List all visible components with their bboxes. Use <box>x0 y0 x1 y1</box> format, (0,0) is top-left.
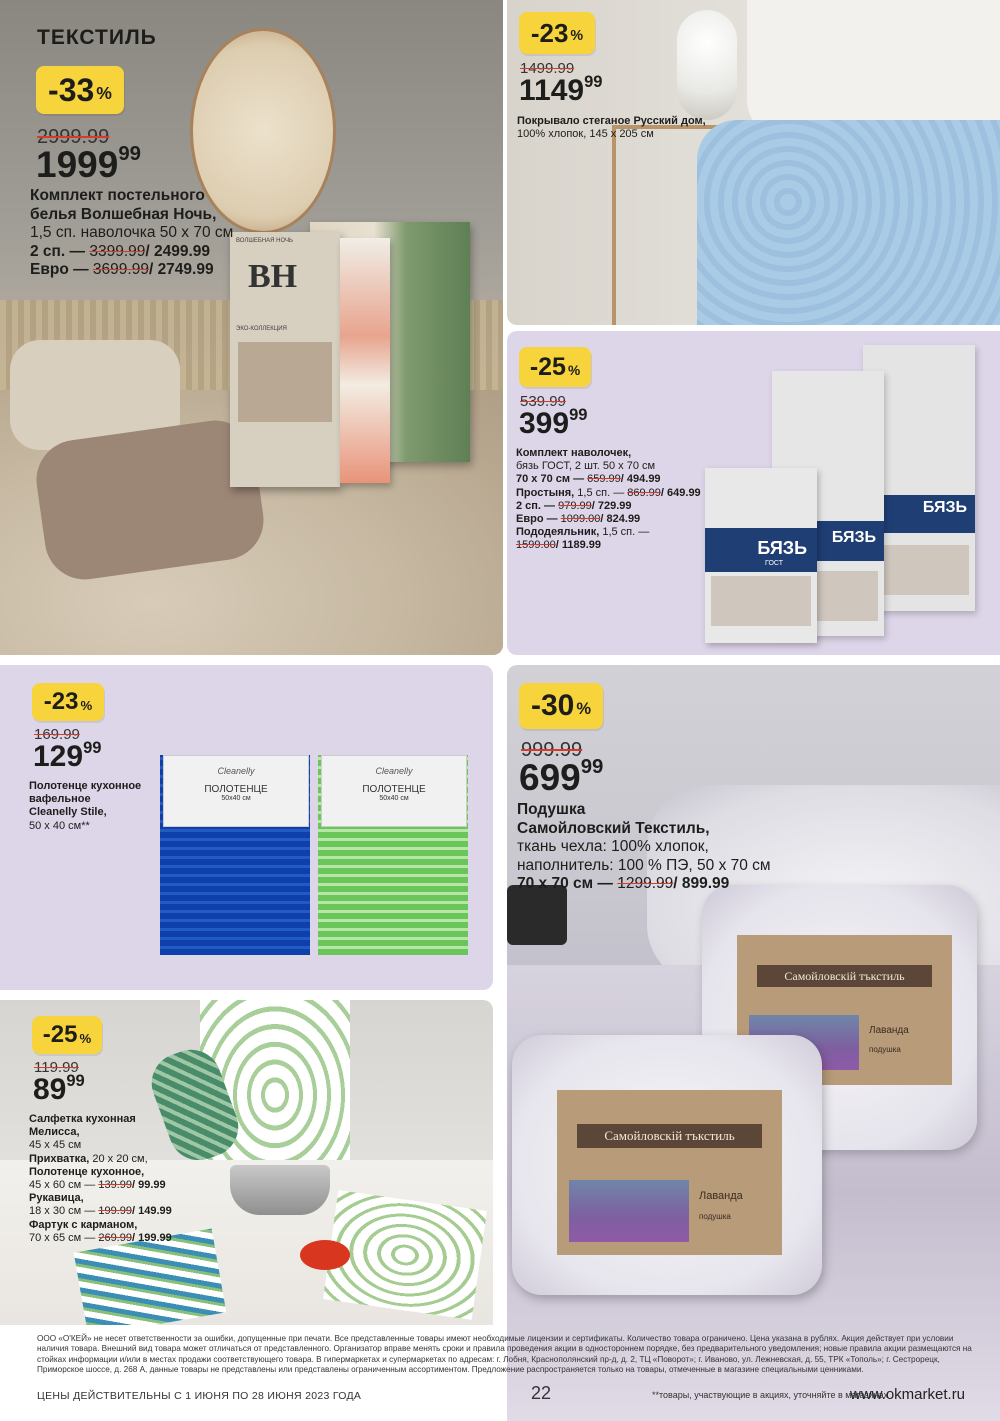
label-type: подушка <box>869 1045 901 1054</box>
floral-sleeve-image <box>340 238 390 483</box>
price-decimal: 99 <box>580 756 604 778</box>
product-card-bedspread[interactable] <box>507 0 1000 325</box>
price-line: 70 х 70 см — 1299.99/ 899.99 <box>517 875 730 893</box>
price-line: 2 сп. — 979.99/ 729.99 <box>516 499 632 512</box>
price-line: 2 сп. — 3399.99/ 2499.99 <box>30 242 211 260</box>
price-line: 45 х 60 см — 139.99/ 99.99 <box>29 1178 166 1191</box>
tag-size: 50x40 см <box>221 795 251 802</box>
label-brand: Самойловскiй тъкстиль <box>577 1124 762 1148</box>
price-integer: 1149 <box>519 74 585 107</box>
towel-tag <box>163 755 309 827</box>
product-description <box>516 447 701 553</box>
price-integer: 129 <box>33 740 84 773</box>
old-price: 169.99 <box>34 726 80 743</box>
section-title: ТЕКСТИЛЬ <box>37 26 157 49</box>
old-price: 1499.99 <box>520 60 575 77</box>
website-link[interactable]: www.okmarket.ru <box>850 1386 966 1403</box>
discount-value: -23 <box>530 17 569 48</box>
spec-line: 50 х 40 см** <box>29 819 90 832</box>
discount-percent: % <box>576 699 592 718</box>
spec-line: 1,5 сп. наволочка 50 х 70 см <box>30 224 234 242</box>
discount-value: -30 <box>530 689 575 722</box>
product-name: Покрывало стеганое Русский дом, <box>517 115 706 127</box>
pillow-label <box>557 1090 782 1255</box>
product-description <box>517 115 706 141</box>
legal-disclaimer: ООО «О'КЕЙ» не несет ответственности за ошибки, допущенные при печати. Все представленные товары имеют необходимые лицензии и сертификаты. Количество товара ограничено. Цена указана в рублях. Акция действует при условии наличия товара. Внешний вид товара может отличаться от представленного. Организатор вправе менять сроки и правила проведения акции в одностороннем порядке, без предварительного уведомления; новые правила акции размещаются на стойках информации и/или в местах продажи соответствующего товара. В гипермаркетах и супермаркетах по адресам: г. Лобня, Краснополянский пр-д, д. 2, ТЦ «Поворот»; г. Иваново, ул. Лежневская, д. 55, ТРК «Тополь»; г. Сестрорецк, Приморское шоссе, д. 268 А, данные товары не представлены или представлены ограниченным ассортиментом. Предложение распространяется только на товары, отмеченные в магазине специальными ценниками. <box>37 1334 972 1374</box>
box-brand-logo: BH <box>248 258 298 295</box>
footnote: **товары, участвующие в акциях, уточняйте в магазинах <box>652 1390 889 1400</box>
discount-percent: % <box>79 1030 92 1046</box>
spec-line: 100% хлопок, 145 х 205 см <box>517 128 654 141</box>
discount-badge <box>519 12 595 54</box>
pillow-image <box>747 0 1000 140</box>
page-number: 22 <box>531 1383 552 1403</box>
product-card-pillowcases[interactable] <box>507 331 1000 655</box>
phone-image <box>507 885 567 945</box>
product-description <box>517 801 771 894</box>
current-price <box>519 756 604 798</box>
label-brand: Самойловскiй тъкстиль <box>757 965 932 987</box>
tag-brand: Cleanelly <box>375 766 413 776</box>
price-line: Пододеяльник, 1,5 сп. — <box>516 526 650 539</box>
spec-line: 45 х 45 см <box>29 1139 82 1152</box>
old-price: 2999.99 <box>37 126 110 148</box>
discount-badge <box>32 1016 102 1054</box>
current-price <box>33 739 102 773</box>
discount-badge <box>519 347 591 387</box>
product-card-kitchen-set[interactable] <box>0 1000 493 1325</box>
label-photo <box>569 1180 689 1242</box>
price-line: Евро — 1099.00/ 824.99 <box>516 512 641 525</box>
discount-badge <box>32 683 104 721</box>
product-description <box>29 1113 172 1245</box>
product-name: Подушка Самойловский Текстиль, <box>517 801 710 837</box>
product-box-image <box>230 232 340 487</box>
product-card-kitchen-towels[interactable] <box>0 665 493 990</box>
price-decimal: 99 <box>118 143 141 165</box>
price-line: Простыня, 1,5 сп. — 869.99/ 649.99 <box>516 486 701 499</box>
price-integer: 699 <box>519 757 581 798</box>
tag-word: ПОЛОТЕНЦЕ <box>204 784 268 795</box>
price-line: 70 х 70 см — 659.99/ 494.99 <box>516 473 661 486</box>
label-collection: Лаванда <box>699 1190 743 1202</box>
tag-word: ПОЛОТЕНЦЕ <box>362 784 426 795</box>
discount-percent: % <box>570 28 584 44</box>
discount-value: -25 <box>529 352 566 381</box>
price-integer: 89 <box>33 1073 67 1106</box>
label-collection: Лаванда <box>869 1025 909 1036</box>
discount-percent: % <box>567 362 581 378</box>
product-card-bed-linen[interactable] <box>0 0 503 655</box>
current-price <box>36 143 141 185</box>
price-line: 1599.00/ 1189.99 <box>516 539 602 552</box>
tag-brand: Cleanelly <box>217 766 255 776</box>
spec-line: наполнитель: 100 % ПЭ, 50 х 70 см <box>517 856 771 874</box>
product-name: Комплект наволочек, <box>516 447 632 459</box>
old-price: 119.99 <box>34 1059 79 1076</box>
spec-line: Рукавица, <box>29 1192 84 1205</box>
price-decimal: 99 <box>584 73 603 91</box>
package-image <box>705 468 817 643</box>
current-price <box>519 406 588 440</box>
box-photo <box>238 342 332 422</box>
product-name: Полотенце кухонное вафельное Cleanelly Stile, <box>29 780 142 819</box>
current-price <box>33 1072 85 1106</box>
spec-line: Прихватка, 20 х 20 см, <box>29 1152 148 1165</box>
vase-image <box>677 10 737 120</box>
spec-line: Фартук с карманом, <box>29 1218 138 1231</box>
package-label: БЯЗЬ <box>831 529 876 546</box>
validity-notice: ЦЕНЫ ДЕЙСТВИТЕЛЬНЫ С 1 ИЮНЯ ПО 28 ИЮНЯ 2023 ГОДА <box>37 1390 362 1402</box>
package-sublabel: ГОСТ <box>765 560 783 567</box>
product-name: Комплект постельного белья Волшебная Ночь, <box>30 187 217 223</box>
label-type: подушка <box>699 1212 731 1221</box>
spec-line: Полотенце кухонное, <box>29 1165 145 1178</box>
price-integer: 1999 <box>36 144 119 185</box>
package-label: БЯЗЬ <box>757 538 807 558</box>
pillow-package-image <box>512 1035 822 1295</box>
product-description <box>29 780 141 833</box>
product-description <box>30 187 233 280</box>
price-line: Евро — 3699.99/ 2749.99 <box>30 261 214 279</box>
price-decimal: 99 <box>83 739 102 757</box>
price-decimal: 99 <box>66 1072 85 1090</box>
package-label: БЯЗЬ <box>922 499 967 516</box>
towel-tag <box>321 755 467 827</box>
current-price <box>519 73 603 107</box>
discount-value: -25 <box>42 1021 78 1048</box>
tomato-image <box>300 1240 350 1270</box>
price-line: 18 х 30 см — 199.99/ 149.99 <box>29 1205 172 1218</box>
spec-line: бязь ГОСТ, 2 шт. 50 х 70 см <box>516 460 656 473</box>
discount-percent: % <box>96 82 112 103</box>
discount-percent: % <box>80 697 93 713</box>
price-integer: 399 <box>519 407 570 440</box>
old-price: 999.99 <box>521 739 583 761</box>
discount-badge <box>36 66 124 114</box>
tag-size: 50x40 см <box>379 795 409 802</box>
product-name: Салфетка кухонная Мелисса, <box>29 1113 136 1139</box>
price-line: 70 х 65 см — 269.99/ 199.99 <box>29 1231 172 1244</box>
product-card-pillow[interactable] <box>507 665 1000 1421</box>
pan-image <box>230 1165 330 1215</box>
discount-value: -23 <box>43 688 79 715</box>
discount-badge <box>519 683 603 729</box>
discount-value: -33 <box>48 71 95 108</box>
bedspread-image <box>697 120 1000 325</box>
price-decimal: 99 <box>569 406 588 424</box>
old-price: 539.99 <box>520 393 566 410</box>
box-title: ВОЛШЕБНАЯ НОЧЬ <box>236 238 293 244</box>
spec-line: ткань чехла: 100% хлопок, <box>517 838 709 856</box>
box-subtitle: ЭКО-КОЛЛЕКЦИЯ <box>236 326 287 332</box>
